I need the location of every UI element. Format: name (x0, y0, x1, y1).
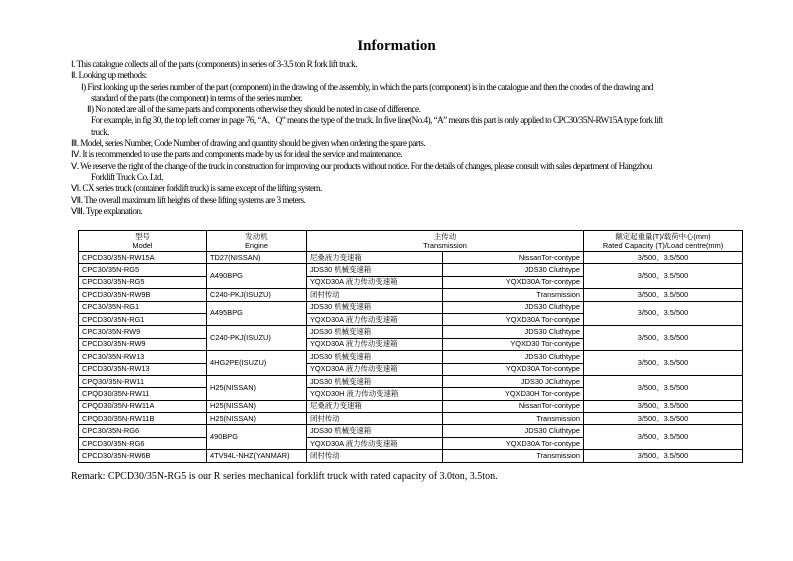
note-line: Ⅱ. Looking up methods: (71, 70, 147, 81)
model-cell: CPC30/35N-RG1 (79, 301, 207, 313)
header-capacity: 额定起重量(T)/载荷中心(mm) Rated Capacity (T)/Load centre(mm) (584, 231, 743, 252)
note-line: Ⅵ. CX series truck (container forklift truck) is same except of the lifting system. (71, 183, 322, 194)
engine-cell: TD27(NISSAN) (207, 252, 307, 264)
model-cell: CPQD30/35N-RW11A (79, 400, 207, 412)
model-cell: CPCD30/35N-RW9B (79, 289, 207, 301)
transmission-cn-cell: 闭村传动 (307, 413, 443, 425)
transmission-cn-cell: 尼桑液力变速箱 (307, 252, 443, 264)
transmission-en-cell: Transmission (443, 289, 584, 301)
capacity-cell: 3/500、3.5/500 (584, 289, 743, 301)
model-cell: CPCD30/35N-RW13 (79, 363, 207, 375)
model-cell: CPCD30/35N-RW6B (79, 450, 207, 462)
model-cell: CPCD30/35N-RG5 (79, 276, 207, 288)
engine-cell: C240-PKJ(ISUZU) (207, 326, 307, 351)
note-line: truck. (91, 126, 109, 137)
transmission-en-cell: Transmission (443, 450, 584, 462)
transmission-cn-cell: JDS30 机械变速箱 (307, 375, 443, 387)
transmission-en-cell: JDS30 Cluthtype (443, 326, 584, 338)
capacity-cell: 3/500、3.5/500 (584, 351, 743, 376)
table-row (79, 375, 743, 387)
table-row (79, 252, 743, 264)
note-line: Ⅲ. Model, series Number, Code Number of drawing and quantity should be given when ordering the spare parts. (71, 138, 426, 149)
model-cell: CPCD30/35N-RW15A (79, 252, 207, 264)
transmission-cn-cell: YQXD30A 液力传动变速箱 (307, 276, 443, 288)
transmission-en-cell: JDS30 Cluthtype (443, 425, 584, 437)
table-row (79, 450, 743, 462)
table-row (79, 326, 743, 338)
transmission-cn-cell: YQXD30A 液力传动变速箱 (307, 437, 443, 449)
model-cell: CPC30/35N-RW9 (79, 326, 207, 338)
model-cell: CPQD30/35N-RW11 (79, 388, 207, 400)
capacity-cell: 3/500、3.5/500 (584, 425, 743, 450)
model-cell: CPC30/35N-RG6 (79, 425, 207, 437)
note-line: For example, in fig 30, the top left corner in page 76, “A、Q” means the type of the truck. In five line(No.4), “A” means this part is only applied to CPC30/35N-RW15A type fork lift (91, 115, 663, 126)
model-cell: CPCD30/35N-RW9 (79, 338, 207, 350)
table-row (79, 400, 743, 412)
transmission-cn-cell: YQXD30H 液力传动变速箱 (307, 388, 443, 400)
engine-cell: A495BPG (207, 301, 307, 326)
capacity-cell: 3/500、3.5/500 (584, 375, 743, 400)
model-cell: CPCD30/35N-RG1 (79, 313, 207, 325)
header-model: 型号 Model (79, 231, 207, 252)
table-header-row (79, 231, 743, 252)
note-line: standard of the parts (the component) in terms of the series number. (91, 92, 303, 103)
transmission-en-cell: JDS30 Cluthtype (443, 351, 584, 363)
transmission-en-cell: YQXD30 Tor-contype (443, 338, 584, 350)
transmission-cn-cell: JDS30 机械变速箱 (307, 264, 443, 276)
table-row (79, 351, 743, 363)
transmission-en-cell: YQXD30A Tor-contype (443, 363, 584, 375)
capacity-cell: 3/500、3.5/500 (584, 400, 743, 412)
remark-text: Remark: CPCD30/35N-RG5 is our R series mechanical forklift truck with rated capacity of 3.0ton, 3.5ton. (71, 471, 498, 482)
capacity-cell: 3/500、3.5/500 (584, 326, 743, 351)
table-row (79, 425, 743, 437)
model-cell: CPQD30/35N-RW11B (79, 413, 207, 425)
transmission-cn-cell: YQXD30A 液力传动变速箱 (307, 313, 443, 325)
table-row (79, 413, 743, 425)
note-line: Ⅰ. This catalogue collects all of the parts (components) in series of 3-3.5 ton R fork lift truck. (71, 59, 357, 69)
transmission-cn-cell: YQXD30A 液力传动变速箱 (307, 338, 443, 350)
capacity-cell: 3/500、3.5/500 (584, 413, 743, 425)
engine-cell: 490BPG (207, 425, 307, 450)
header-transmission: 主传动 Transmission (307, 231, 584, 252)
engine-cell: 4HG2PE(ISUZU) (207, 351, 307, 376)
note-line: Ⅱ) No noted are all of the same parts and components otherwise they should be noted in case of difference. (87, 104, 421, 115)
transmission-cn-cell: 闭村传动 (307, 450, 443, 462)
note-line: Ⅶ. The overall maximum lift heights of these lifting systems are 3 meters. (71, 194, 306, 205)
type-table (78, 230, 743, 463)
engine-cell: H25(NISSAN) (207, 375, 307, 400)
capacity-cell: 3/500、3.5/500 (584, 301, 743, 326)
note-line: Forklift Truck Co. Ltd. (91, 171, 163, 182)
note-line: Ⅰ) First looking up the series number of the part (component) in the drawing of the assembly, in which the parts (component) is in the catalogue and then the coodes of the drawing and (81, 81, 653, 92)
engine-cell: H25(NISSAN) (207, 400, 307, 412)
table-row (79, 301, 743, 313)
note-line: Ⅴ. We reserve the right of the change of the truck in construction for improving our products without notice. For the details of changes, please consult with sales department of Hangzhou (71, 160, 652, 171)
transmission-cn-cell: 尼桑液力变速箱 (307, 400, 443, 412)
table-row (79, 289, 743, 301)
information-notes (71, 59, 761, 217)
engine-cell: H25(NISSAN) (207, 413, 307, 425)
header-engine: 发动机 Engine (207, 231, 307, 252)
capacity-cell: 3/500、3.5/500 (584, 252, 743, 264)
transmission-en-cell: YQXD30A Tor-contype (443, 313, 584, 325)
transmission-en-cell: JDS30 JCluthtype (443, 375, 584, 387)
note-line: Ⅳ. It is recommended to use the parts and components made by us for ideal the service and maintenance. (71, 149, 402, 160)
engine-cell: 4TV94L-NHZ(YANMAR) (207, 450, 307, 462)
engine-cell: C240-PKJ(ISUZU) (207, 289, 307, 301)
transmission-en-cell: Transmission (443, 413, 584, 425)
transmission-en-cell: YQXD30A Tor-contype (443, 437, 584, 449)
capacity-cell: 3/500、3.5/500 (584, 450, 743, 462)
table-row (79, 264, 743, 276)
model-cell: CPC30/35N-RG5 (79, 264, 207, 276)
model-cell: CPC30/35N-RW13 (79, 351, 207, 363)
model-cell: CPQ30/35N-RW11 (79, 375, 207, 387)
transmission-en-cell: YQXD30H Tor-contype (443, 388, 584, 400)
transmission-en-cell: JDS30 Cluthtype (443, 264, 584, 276)
transmission-cn-cell: JDS30 机械变速箱 (307, 425, 443, 437)
transmission-en-cell: YQXD30A Tor-contype (443, 276, 584, 288)
transmission-cn-cell: JDS30 机械变速箱 (307, 326, 443, 338)
capacity-cell: 3/500、3.5/500 (584, 264, 743, 289)
engine-cell: A490BPG (207, 264, 307, 289)
transmission-cn-cell: JDS30 机械变速箱 (307, 301, 443, 313)
page-title: Information (357, 38, 436, 54)
note-line: Ⅷ. Type explanation. (71, 205, 143, 216)
transmission-cn-cell: 闭村传动 (307, 289, 443, 301)
transmission-cn-cell: YQXD30A 液力传动变速箱 (307, 363, 443, 375)
transmission-en-cell: NissanTor-contype (443, 400, 584, 412)
model-cell: CPCD30/35N-RG6 (79, 437, 207, 449)
transmission-en-cell: JDS30 Cluthtype (443, 301, 584, 313)
transmission-cn-cell: JDS30 机械变速箱 (307, 351, 443, 363)
transmission-en-cell: NissanTor-contype (443, 252, 584, 264)
